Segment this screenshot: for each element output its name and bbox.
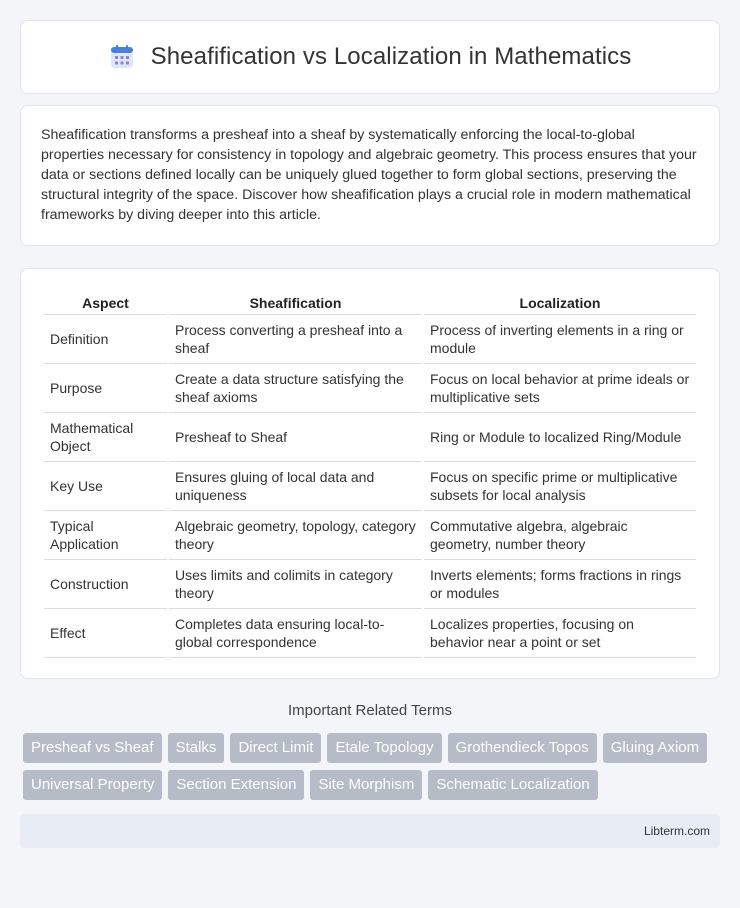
cell-sheafification: Uses limits and colimits in category theory <box>169 560 422 609</box>
cell-sheafification: Presheaf to Sheaf <box>169 413 422 462</box>
cell-aspect: Purpose <box>44 364 167 413</box>
cell-localization: Inverts elements; forms fractions in rings or modules <box>424 560 696 609</box>
cell-aspect: Effect <box>44 609 167 658</box>
cell-aspect: Key Use <box>44 462 167 511</box>
comparison-table-card <box>20 268 720 679</box>
cell-aspect: Definition <box>44 315 167 364</box>
intro-text: Sheafification transforms a presheaf into a sheaf by systematically enforcing the local-to-global properties necessary for consistency in topology and algebraic geometry. This process ensures that your data or sections defined locally can be uniquely glued together to form global sections, preserving the structural integrity of the space. Discover how sheafification plays a crucial role in modern mathematical frameworks by diving deeper into this article. <box>41 127 697 223</box>
table-row <box>44 315 696 364</box>
intro-card <box>20 105 720 246</box>
table-row <box>44 462 696 511</box>
calendar-icon <box>109 44 135 70</box>
table-row <box>44 413 696 462</box>
related-terms-title: Important Related Terms <box>288 702 452 719</box>
cell-sheafification: Algebraic geometry, topology, category theory <box>169 511 422 560</box>
table-row <box>44 560 696 609</box>
cell-sheafification: Create a data structure satisfying the sheaf axioms <box>169 364 422 413</box>
related-term-tag[interactable]: Direct Limit <box>230 733 321 763</box>
header-sheafification: Sheafification <box>169 289 422 315</box>
cell-localization: Localizes properties, focusing on behavior near a point or set <box>424 609 696 658</box>
cell-sheafification: Completes data ensuring local-to-global correspondence <box>169 609 422 658</box>
cell-sheafification: Ensures gluing of local data and uniqueness <box>169 462 422 511</box>
related-term-tag[interactable]: Grothendieck Topos <box>448 733 597 763</box>
related-term-tag[interactable]: Gluing Axiom <box>603 733 707 763</box>
cell-localization: Focus on local behavior at prime ideals or multiplicative sets <box>424 364 696 413</box>
table-row <box>44 364 696 413</box>
related-term-tag[interactable]: Schematic Localization <box>428 770 597 800</box>
page-title: Sheafification vs Localization in Mathematics <box>150 43 632 70</box>
page-header <box>20 20 720 94</box>
table-body <box>44 315 696 658</box>
related-term-tag[interactable]: Stalks <box>168 733 225 763</box>
related-term-tag[interactable]: Presheaf vs Sheaf <box>23 733 162 763</box>
related-term-tag[interactable]: Site Morphism <box>310 770 422 800</box>
comparison-table <box>42 289 698 658</box>
cell-localization: Ring or Module to localized Ring/Module <box>424 413 696 462</box>
header-localization: Localization <box>424 289 696 315</box>
table-row <box>44 609 696 658</box>
footer-brand: Libterm.com <box>643 824 710 838</box>
related-terms-list <box>20 733 720 800</box>
cell-sheafification: Process converting a presheaf into a sheaf <box>169 315 422 364</box>
cell-localization: Commutative algebra, algebraic geometry, number theory <box>424 511 696 560</box>
cell-aspect: Mathematical Object <box>44 413 167 462</box>
cell-localization: Focus on specific prime or multiplicative subsets for local analysis <box>424 462 696 511</box>
footer <box>20 814 720 848</box>
related-term-tag[interactable]: Section Extension <box>168 770 304 800</box>
cell-localization: Process of inverting elements in a ring or module <box>424 315 696 364</box>
table-header-row <box>44 289 696 315</box>
related-term-tag[interactable]: Etale Topology <box>327 733 441 763</box>
header-aspect: Aspect <box>44 289 167 315</box>
cell-aspect: Construction <box>44 560 167 609</box>
table-row <box>44 511 696 560</box>
cell-aspect: Typical Application <box>44 511 167 560</box>
related-term-tag[interactable]: Universal Property <box>23 770 162 800</box>
